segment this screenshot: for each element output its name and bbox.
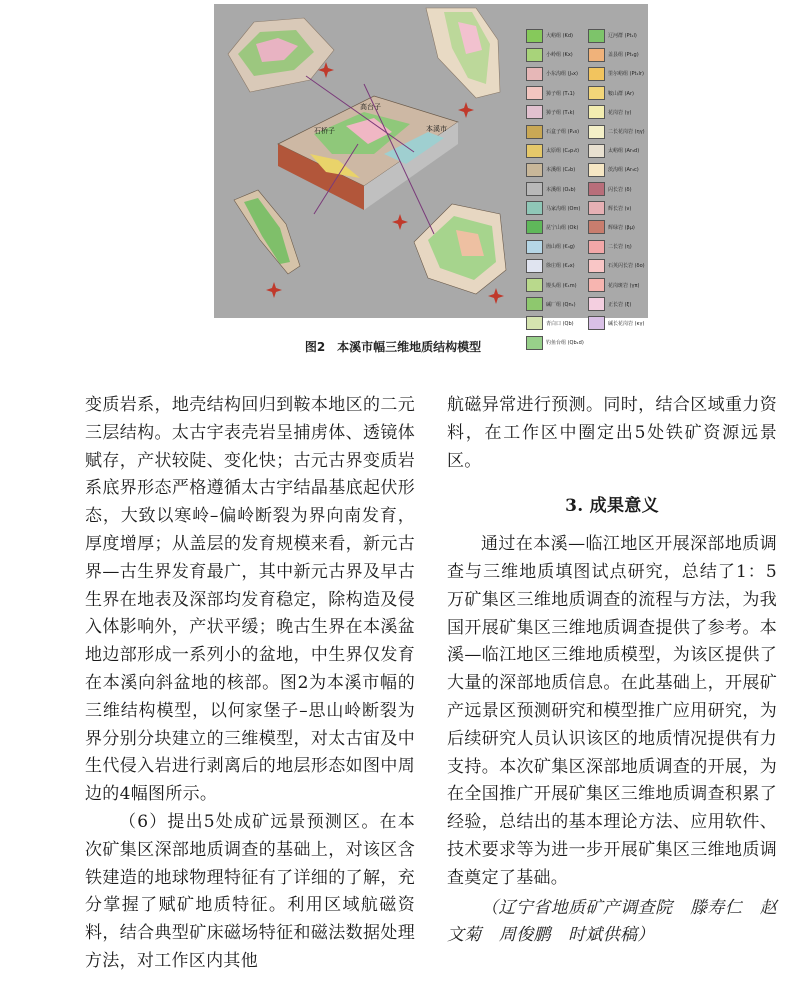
legend-label: 碱长花岗岩 (κγ) <box>608 320 645 327</box>
paragraph: 航磁异常进行预测。同时，结合区域重力资料，在工作区中圈定出5处铁矿资源远景区。 <box>447 395 777 471</box>
legend-label: 石英闪长岩 (δο) <box>608 263 645 270</box>
legend-swatch <box>588 29 605 43</box>
legend-label: 辽河群 (Pt₁l) <box>608 33 637 40</box>
legend-item <box>526 103 586 122</box>
legend-item <box>526 218 586 237</box>
legend-item <box>526 45 586 64</box>
legend-swatch <box>526 48 543 62</box>
legend-item <box>526 84 586 103</box>
legend-item <box>588 180 648 199</box>
legend-item <box>588 141 648 160</box>
legend-label: 徐庄组 (€₂x) <box>546 263 575 270</box>
legend-swatch <box>526 29 543 43</box>
legend-label: 花岗岩 (γ) <box>608 109 632 116</box>
legend-label: 本溪组 (C₂b) <box>546 167 576 174</box>
legend-swatch <box>526 182 543 196</box>
paragraph: （6）提出5处成矿远景预测区。在本次矿集区深部地质调查的基础上，对该区含铁建造的地球物理特征有了详细的了解，充分掌握了赋矿地质特征。利用区域航磁资料，结合典型矿床磁场特征和磁法数据处理方法，对工作区内其他 <box>85 811 415 971</box>
legend-label: 辉绿岩 (βμ) <box>608 224 635 231</box>
legend-label: 小东沟组 (J₃x) <box>546 71 578 78</box>
compass-icon <box>266 282 282 298</box>
legend-label: 獐子组 (T₁1) <box>546 90 575 97</box>
legend-swatch <box>526 297 543 311</box>
legend-label: 碱厂组 (Qn₁) <box>546 301 576 308</box>
paragraph: 变质岩系，地壳结构回归到鞍本地区的二元三层结构。太古宇表壳岩呈捕虏体、透镜体赋存，产状较陡、变化快；古元古界变质岩系底界形态严格遵循太古宇结晶基底起伏形态，大致以寒岭–偏岭断裂为界向南发育，厚度增厚；从盖层的发育规模来看，新元古界—古生界发育最广，其中新元古界及早古生界在地表及深部均发育稳定，除构造及侵入体影响外，产状平缓；晚古生界在本溪盆地边部形成一系列小的盆地，中生界仅发育在本溪向斜盆地的核部。图2为本溪市幅的三维结构模型，以何家堡子–思山岭断裂为界分别分块建立的三维模型，对太古宙及中生代侵入岩进行剥离后的地层形态如图中周边的4幅图所示。 <box>85 395 415 805</box>
legend-swatch <box>588 297 605 311</box>
legend-swatch <box>526 105 543 119</box>
legend-column-right <box>588 26 648 333</box>
compass-icon <box>392 214 408 230</box>
legend-label: 二长花岗岩 (ηγ) <box>608 129 645 136</box>
legend-label: 馒头组 (€₁m) <box>546 282 577 289</box>
legend-swatch <box>588 259 605 273</box>
paragraph: 通过在本溪—临江地区开展深部地质调查与三维地质填图试点研究，总结了1：5万矿集区三维地质调查的流程与方法，为我国开展矿集区三维地质调查提供了参考。本溪—临江地区三维地质模型，为该区提供了大量的深部地质信息。在此基础上，开展矿产远景区预测研究和模型推广应用研究，为后续研究人员认识该区的地质情况提供有力支持。本次矿集区深部地质调查的开展，为在全国推广开展矿集区三维地质调查积累了经验，总结出的基本理论方法、应用软件、技术要求等为进一步开展矿集区三维地质调查奠定了基础。 <box>447 534 777 888</box>
legend-swatch <box>526 220 543 234</box>
legend-label: 大峪组 (Kd) <box>546 33 573 40</box>
legend-item <box>588 237 648 256</box>
legend-label: 茨沟组 (Ar₃c) <box>608 167 639 174</box>
legend-item <box>588 84 648 103</box>
legend-label: 辉长岩 (ν) <box>608 205 632 212</box>
legend-item <box>588 122 648 141</box>
legend-label: 本溪组 (O₂b) <box>546 186 576 193</box>
compass-icon <box>488 288 504 304</box>
legend-swatch <box>526 316 543 330</box>
legend-item <box>588 26 648 45</box>
text-column-left <box>85 392 415 976</box>
legend-item <box>526 314 586 333</box>
legend-label: 鞍山群 (Ar) <box>608 90 634 97</box>
place-label: 石桥子 <box>314 127 335 135</box>
legend-label: 青白口 (Qb) <box>546 320 574 327</box>
legend-swatch <box>526 125 543 139</box>
figure-caption: 图2 本溪市幅三维地质结构模型 <box>304 340 482 354</box>
text-column-right <box>447 392 777 950</box>
legend-item <box>526 180 586 199</box>
legend-swatch <box>588 240 605 254</box>
legend-swatch <box>588 163 605 177</box>
legend-item <box>526 64 586 83</box>
compass-icon <box>458 102 474 118</box>
legend-label: 花岗斑岩 (γπ) <box>608 282 640 289</box>
legend-label: 钓鱼台组 (Qb₁d) <box>546 340 584 347</box>
legend-item <box>526 160 586 179</box>
legend-item <box>526 26 586 45</box>
legend-item <box>588 64 648 83</box>
legend-item <box>588 314 648 333</box>
legend-swatch <box>588 201 605 215</box>
legend-item <box>588 275 648 294</box>
legend-item <box>588 295 648 314</box>
legend-label: 二长岩 (η) <box>608 244 632 251</box>
legend-item <box>526 237 586 256</box>
legend-item <box>526 256 586 275</box>
legend-label: 盖县组 (Pt₁g) <box>608 52 639 59</box>
legend-item <box>526 275 586 294</box>
legend-item <box>588 218 648 237</box>
legend-label: 小岭组 (Kx) <box>546 52 573 59</box>
legend-swatch <box>526 67 543 81</box>
legend-swatch <box>526 163 543 177</box>
legend-item <box>526 122 586 141</box>
legend-swatch <box>526 259 543 273</box>
legend-item <box>526 199 586 218</box>
legend-item <box>588 45 648 64</box>
legend-column-left <box>526 26 586 352</box>
legend-label: 崮山组 (€₃g) <box>546 244 575 251</box>
legend-item <box>526 141 586 160</box>
legend-item <box>588 160 648 179</box>
legend-swatch <box>588 105 605 119</box>
legend-swatch <box>526 278 543 292</box>
place-label: 本溪市 <box>426 125 447 133</box>
legend-item <box>526 295 586 314</box>
legend-item <box>588 199 648 218</box>
legend-swatch <box>588 144 605 158</box>
legend-swatch <box>588 125 605 139</box>
place-label: 高台子 <box>360 103 381 111</box>
legend-label: 獐子组 (T₁k) <box>546 109 575 116</box>
legend-label: 闪长岩 (δ) <box>608 186 632 193</box>
legend-swatch <box>526 240 543 254</box>
legend-swatch <box>588 48 605 62</box>
legend-swatch <box>588 316 605 330</box>
legend-item <box>588 256 648 275</box>
legend-item <box>588 103 648 122</box>
legend-label: 马家沟组 (Om) <box>546 205 581 212</box>
legend-label: 太原组 (C₂p₁t) <box>546 148 580 155</box>
author-credit: （辽宁省地质矿产调查院 滕寿仁 赵文菊 周俊鹏 时斌供稿） <box>447 897 777 946</box>
legend-swatch <box>526 86 543 100</box>
legend-swatch <box>588 67 605 81</box>
legend-label: 里尔峪组 (Pt₁lr) <box>608 71 644 78</box>
legend-swatch <box>526 144 543 158</box>
section-title: 3. 成果意义 <box>565 496 659 517</box>
legend-label: 太峪组 (Ar₃d) <box>608 148 640 155</box>
legend-label: 石盒子组 (P₂s) <box>546 129 580 136</box>
legend-swatch <box>588 220 605 234</box>
legend-swatch <box>588 182 605 196</box>
legend-label: 昆宁山组 (Ok) <box>546 224 579 231</box>
legend-label: 正长岩 (ξ) <box>608 301 632 308</box>
legend-swatch <box>588 86 605 100</box>
legend-swatch <box>588 278 605 292</box>
legend-swatch <box>526 201 543 215</box>
